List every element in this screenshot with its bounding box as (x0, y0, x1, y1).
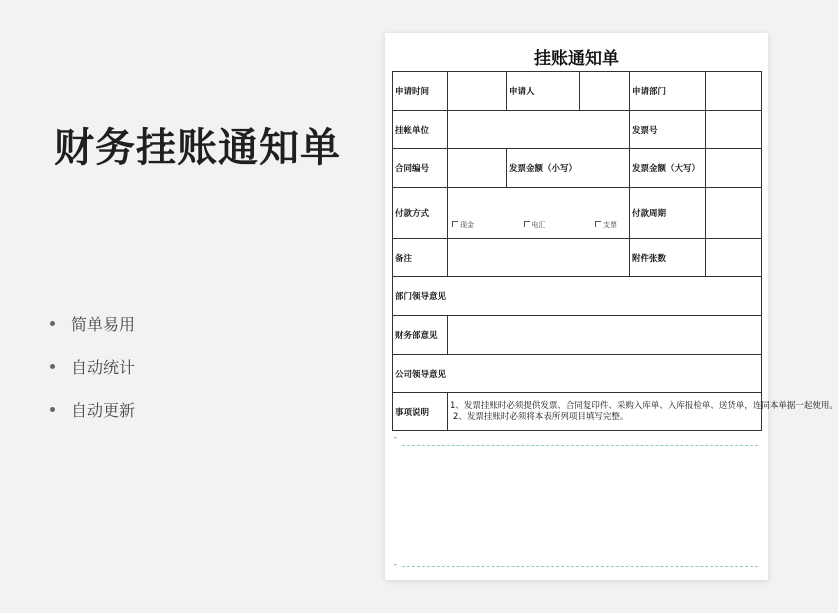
label-account-unit: 挂帐单位 (393, 111, 448, 149)
label-apply-dept: 申请部门 (630, 72, 706, 111)
amount-large-field[interactable] (706, 149, 762, 188)
notes-text (448, 393, 838, 431)
cut-mark: - (394, 433, 397, 442)
page-title: 财务挂账通知单 (54, 125, 341, 171)
feature-label: 简单易用 (71, 315, 136, 334)
form-preview-paper (385, 33, 838, 580)
contract-no-field[interactable] (448, 149, 507, 188)
feature-item (50, 398, 135, 441)
attachments-field[interactable] (706, 239, 762, 277)
feature-item (50, 312, 135, 355)
label-invoice-no: 发票号 (630, 111, 706, 149)
apply-time-field[interactable] (448, 72, 507, 111)
note-line: 1、发票挂账时必须提供发票、合同复印件、采购入库单、入库报检单、送货单，连同本单据一起使用。 (450, 400, 838, 411)
form-title: 挂账通知单 (534, 49, 619, 69)
feature-list (50, 312, 135, 441)
label-remark: 备注 (393, 239, 448, 277)
label-attachments: 附件张数 (630, 239, 706, 277)
label-company-leader: 公司领导意见 (393, 355, 762, 393)
feature-label: 自动统计 (71, 358, 136, 377)
pay-period-field[interactable] (706, 188, 762, 239)
label-apply-time: 申请时间 (393, 72, 448, 111)
label-notes: 事项说明 (393, 393, 448, 431)
finance-dept-field[interactable] (448, 316, 762, 355)
invoice-no-field[interactable] (706, 111, 762, 149)
cut-mark: - (394, 560, 397, 569)
label-pay-period: 付款周期 (630, 188, 706, 239)
bullet-icon (50, 407, 55, 412)
label-contract-no: 合同编号 (393, 149, 448, 188)
pay-option-wire[interactable]: 电汇 (524, 220, 546, 230)
note-line: 2、发票挂账时必须将本表所列项目填写完整。 (453, 411, 629, 422)
checkbox-icon (595, 221, 601, 227)
pay-option-cash[interactable]: 现金 (452, 220, 474, 230)
checkbox-icon (524, 221, 530, 227)
bullet-icon (50, 321, 55, 326)
checkbox-icon (452, 221, 458, 227)
pay-option-check[interactable]: 支票 (595, 220, 617, 230)
label-dept-leader: 部门领导意见 (393, 277, 762, 316)
feature-label: 自动更新 (71, 401, 136, 420)
applicant-field[interactable] (580, 72, 630, 111)
apply-dept-field[interactable] (706, 72, 762, 111)
dashed-cut-line (402, 566, 758, 567)
bullet-icon (50, 364, 55, 369)
label-finance-dept: 财务部意见 (393, 316, 448, 355)
pay-method-options (448, 188, 630, 239)
dashed-cut-line (402, 445, 758, 446)
remark-field[interactable] (448, 239, 630, 277)
label-amount-small: 发票金额（小写） (507, 149, 630, 188)
label-amount-large: 发票金额（大写） (630, 149, 706, 188)
feature-item (50, 355, 135, 398)
label-pay-method: 付款方式 (393, 188, 448, 239)
account-unit-field[interactable] (448, 111, 630, 149)
label-applicant: 申请人 (507, 72, 580, 111)
notice-form-table (392, 71, 838, 431)
